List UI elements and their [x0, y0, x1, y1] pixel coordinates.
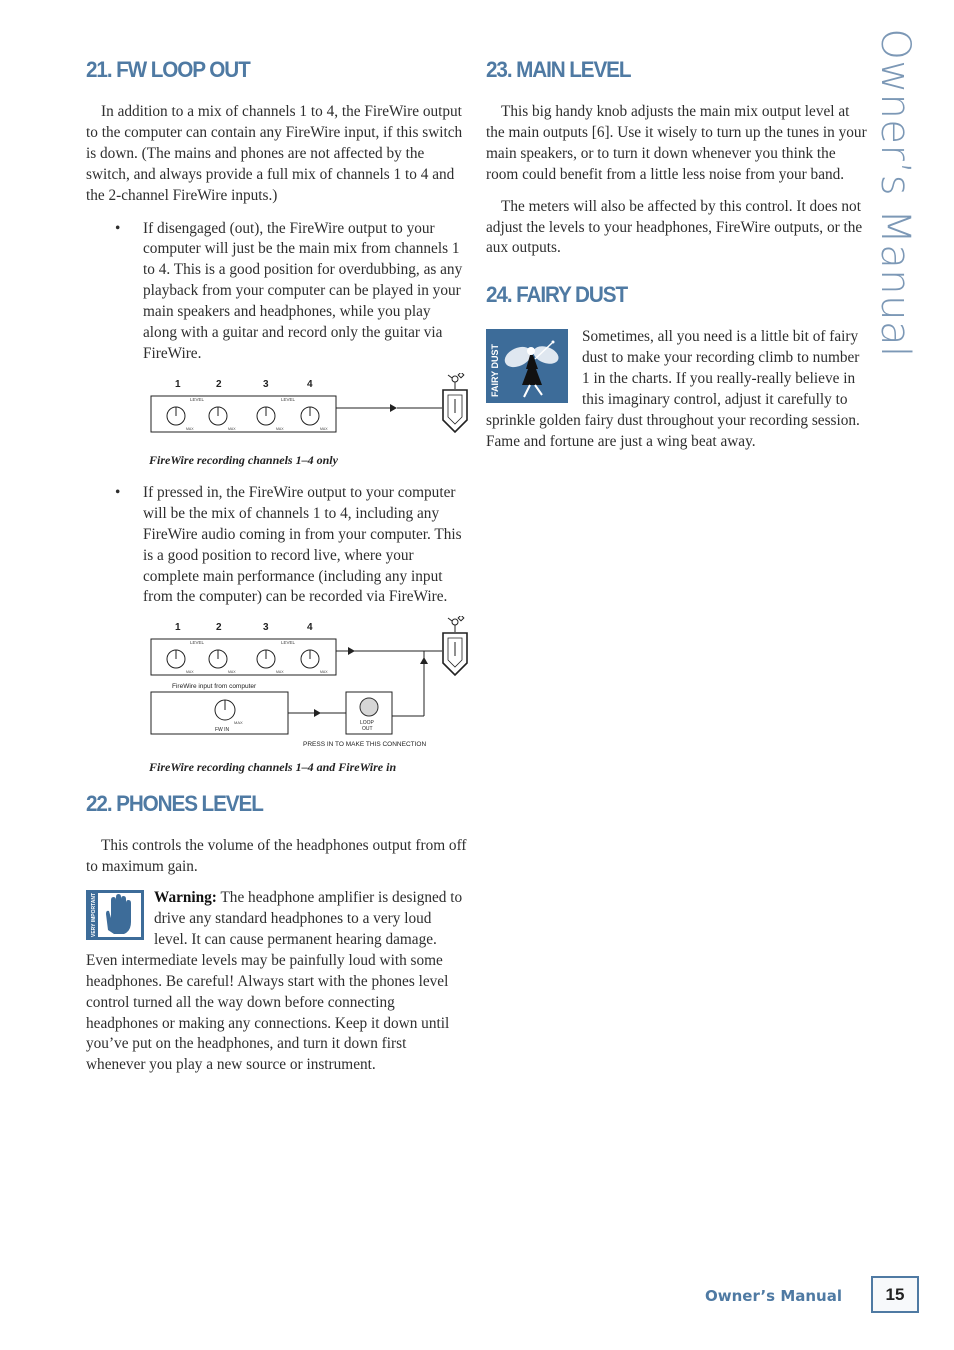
warning-lead: Warning:: [154, 889, 217, 907]
svg-text:FW IN: FW IN: [215, 727, 230, 734]
side-title: [870, 28, 920, 358]
level-label-a: LEVEL: [190, 396, 205, 402]
svg-text:FireWire input from computer: FireWire input from computer: [172, 683, 257, 691]
svg-text:MAX: MAX: [320, 670, 328, 675]
bullet-pressed: [115, 483, 468, 608]
svg-text:PRESS IN TO MAKE THIS CONNECTI: PRESS IN TO MAKE THIS CONNECTION: [303, 741, 427, 749]
channel-4-label: 4: [307, 378, 313, 390]
svg-text:MAX: MAX: [234, 720, 243, 726]
fairy-block: [486, 327, 868, 452]
knob-2: [209, 407, 227, 425]
figure-1: [86, 369, 468, 473]
svg-text:1: 1: [175, 622, 181, 634]
fairy-dust-icon: [486, 329, 568, 403]
section-23-p1: This big handy knob adjusts the main mix output level at the main outputs [6]. Use it wisely to turn up the tunes in your main speakers, or to turn it down whenever you think the room could benefit from a little less noise from your band.: [486, 103, 867, 183]
side-title-text: Owner’s Manual: [872, 28, 918, 358]
svg-text:2: 2: [216, 622, 222, 634]
svg-text:MAX: MAX: [228, 426, 236, 431]
svg-text:OUT: OUT: [362, 726, 373, 733]
page-number: 15: [871, 1276, 919, 1313]
section-23-title: 23. MAIN LEVEL: [486, 57, 631, 82]
svg-text:FAIRY DUST: FAIRY DUST: [490, 344, 500, 398]
section-21-intro: In addition to a mix of channels 1 to 4, the FireWire output to the computer can contain any FireWire input, if this switch is down. (The mains and phones are not affected by the switch, and always provide a full mix of channels 1 to 4 and the 2-channel FireWire inputs.): [86, 103, 463, 204]
svg-text:MAX: MAX: [276, 670, 284, 675]
firewire-icon: [448, 373, 464, 389]
bullet-disengaged-text: If disengaged (out), the FireWire output to your computer will just be the main mix from channels 1 to 4. This is a good position for overdubbing, as any playback from your computer can be played in your main speakers and headphones, while you play along with a guitar and record only the guitar via FireWire.: [143, 219, 463, 362]
svg-text:MAX: MAX: [228, 670, 236, 675]
knob-4: [301, 407, 319, 425]
section-22-title: 22. PHONES LEVEL: [86, 791, 263, 817]
level-label-b: LEVEL: [281, 396, 296, 402]
section-23-p2: The meters will also be affected by this control. It does not adjust the levels to your headphones, FireWire outputs, or the aux outputs.: [486, 197, 863, 257]
firewire-port-icon: [443, 390, 467, 432]
svg-text:4: 4: [307, 622, 313, 634]
knob-1: [167, 407, 185, 425]
warning-text: The headphone amplifier is designed to drive any standard headphones to a very loud level. It can cause permanent hearing damage. Even intermediate levels may be painfully loud with some headphones. Be careful! Always start with the phones level control turned all the way down before connecting headphones or making any connections. Keep it down until you’ve put on the headphones, and turn it down first whenever you play a new source or instrument.: [86, 889, 463, 1074]
svg-text:LOOP: LOOP: [360, 720, 374, 727]
bullet-dot: •: [115, 219, 121, 237]
svg-text:MAX: MAX: [320, 426, 328, 431]
svg-text:MAX: MAX: [186, 426, 194, 431]
section-22-intro: This controls the volume of the headphones output from off to maximum gain.: [86, 837, 467, 876]
bullet-disengaged: [115, 219, 468, 365]
right-column: [486, 56, 868, 453]
warning-block: [86, 888, 468, 1076]
svg-text:3: 3: [263, 622, 269, 634]
figure-2-diagram: [86, 616, 468, 758]
left-column: [86, 56, 468, 1076]
bullet-dot: •: [115, 483, 121, 501]
section-24-title: 24. FAIRY DUST: [486, 282, 627, 308]
hand-warning-icon: [86, 890, 144, 940]
svg-text:LEVEL: LEVEL: [281, 640, 296, 646]
channel-1-label: 1: [175, 378, 181, 390]
channel-3-label: 3: [263, 378, 269, 390]
channel-2-label: 2: [216, 378, 222, 390]
figure-2-caption: FireWire recording channels 1–4 and FireWire in: [149, 760, 397, 775]
svg-text:LEVEL: LEVEL: [190, 640, 205, 646]
svg-text:MAX: MAX: [186, 670, 194, 675]
section-24-text: Sometimes, all you need is a little bit of fairy dust to make your recording climb to number 1 in the charts. If you really-really believe in this imaginary control, adjust it carefully to sprinkle golden fairy dust throughout your recording session. Fame and fortune are just a wing beat away.: [486, 328, 860, 450]
section-21-title: 21. FW LOOP OUT: [86, 57, 250, 82]
footer-label: Owner’s Manual: [704, 1287, 842, 1305]
figure-1-caption: FireWire recording channels 1–4 only: [149, 452, 338, 467]
figure-2: [86, 612, 468, 782]
knob-3: [257, 407, 275, 425]
svg-text:MAX: MAX: [276, 426, 284, 431]
svg-text:VERY IMPORTANT: VERY IMPORTANT: [91, 893, 97, 938]
figure-1-diagram: [86, 373, 468, 453]
bullet-pressed-text: If pressed in, the FireWire output to your computer will be the mix of channels 1 to 4, including any FireWire audio coming in from your computer. This is a good position to record live, where your complete main performance (including any input from the computer) can be recorded via FireWire.: [143, 483, 462, 606]
